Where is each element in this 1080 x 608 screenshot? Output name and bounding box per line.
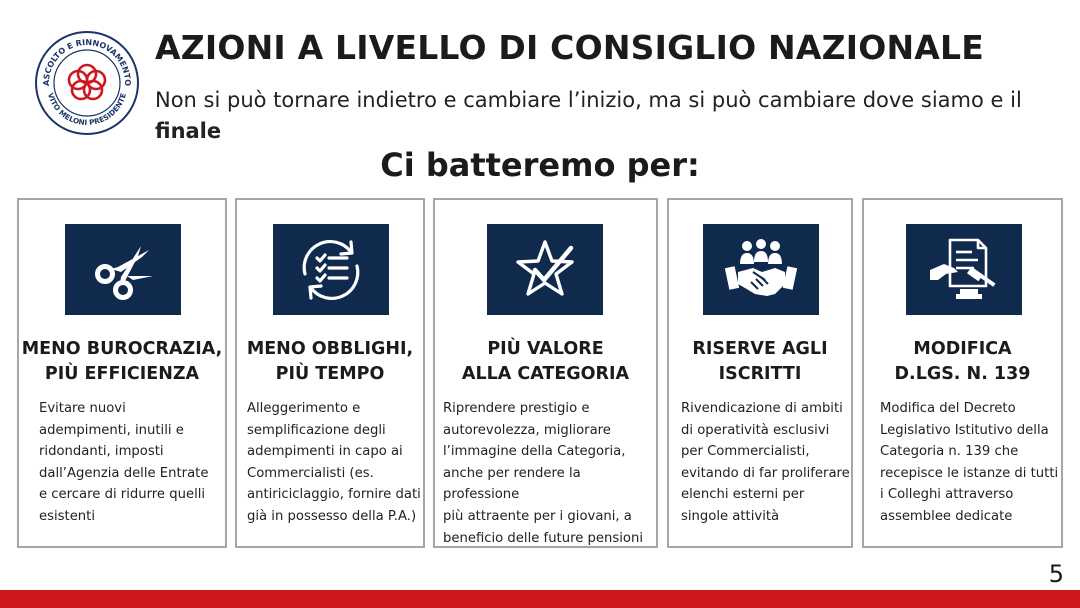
logo-arc-bottom: VITO MELONI PRESIDENTE — [45, 91, 128, 128]
page-number: 5 — [1048, 560, 1064, 588]
card-burocrazia — [17, 198, 227, 548]
logo-arc-top: ASCOLTO E RINNOVAMENTO — [41, 37, 133, 87]
subtitle-bold: finale — [155, 119, 222, 143]
handshake-icon — [725, 234, 797, 306]
page-subtitle — [155, 85, 1055, 147]
card-valore — [433, 198, 658, 548]
card-title: RISERVE AGLI ISCRITTI — [692, 339, 828, 384]
scissors-icon — [87, 234, 159, 306]
checklist-icon — [295, 234, 367, 306]
card-text: Riprendere prestigio e autorevolezza, migliorare l’immagine della Categoria, anche per rendere la professione più attraente per i giovani, a beneficio delle future pensioni — [443, 401, 643, 546]
card-icon-box — [703, 224, 819, 315]
law-document-icon — [928, 234, 1000, 306]
bottom-bar — [0, 590, 1080, 608]
page-title: AZIONI A LIVELLO DI CONSIGLIO NAZIONALE — [155, 28, 984, 67]
card-icon-box — [273, 224, 389, 315]
card-icon-box — [906, 224, 1022, 315]
section-heading: Ci batteremo per: — [380, 146, 700, 184]
card-text: Alleggerimento e semplificazione degli adempimenti in capo ai Commercialisti (es. antiriciclaggio, fornire dati già in possesso della P.A.) — [247, 401, 421, 524]
subtitle-main: Non si può tornare indietro e cambiare l’inizio, ma si può cambiare dove siamo e il — [155, 88, 1022, 112]
card-text: Rivendicazione di ambiti di operatività esclusivi per Commercialisti, evitando di far proliferare elenchi esterni per singole attività — [681, 401, 850, 524]
card-title: MENO OBBLIGHI, PIÙ TEMPO — [246, 339, 414, 384]
card-title: MENO BUROCRAZIA, PIÙ EFFICIENZA — [21, 339, 223, 384]
card-icon-box — [487, 224, 603, 315]
card-obblighi — [235, 198, 425, 548]
card-dlgs — [862, 198, 1063, 548]
card-riserve — [667, 198, 853, 548]
logo — [34, 30, 140, 136]
card-title: MODIFICA D.LGS. N. 139 — [894, 339, 1031, 384]
card-title: PIÙ VALORE ALLA CATEGORIA — [461, 339, 630, 384]
card-text: Modifica del Decreto Legislativo Istitutivo della Categoria n. 139 che recepisce le istanze di tutti i Colleghi attraverso assemblee dedicate — [880, 401, 1059, 524]
star-check-icon — [509, 234, 581, 306]
card-icon-box — [65, 224, 181, 315]
card-text: Evitare nuovi adempimenti, inutili e ridondanti, imposti dall’Agenzia delle Entrate e cercare di ridurre quelli esistenti — [39, 401, 209, 524]
